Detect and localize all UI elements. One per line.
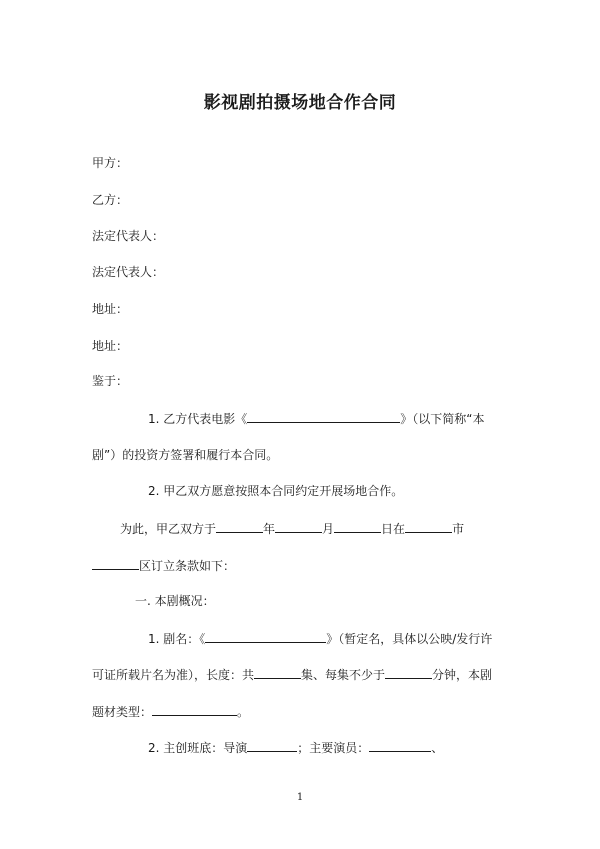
legal-rep-label: 法定代表人： xyxy=(92,229,165,243)
party-b-label: 乙方： xyxy=(92,193,129,207)
item-1-prefix: 1. 剧名：《 xyxy=(148,632,206,646)
item-1-line-3 xyxy=(92,703,249,720)
item-1 xyxy=(148,630,492,647)
director-label: 2. 主创班底：导演 xyxy=(148,741,248,755)
section-1-heading: 一. 本剧概况： xyxy=(135,594,215,608)
month-blank xyxy=(275,520,322,533)
actors-label: ；主要演员： xyxy=(297,741,370,755)
month-label: 月 xyxy=(322,522,335,536)
district-blank xyxy=(92,557,139,570)
day-blank xyxy=(334,520,381,533)
page-number: 1 xyxy=(296,792,304,803)
clause-1-suffix: 》（以下简称“本 xyxy=(400,412,485,426)
day-label: 日在 xyxy=(381,522,406,536)
film-name-blank xyxy=(247,410,400,423)
clause-1-prefix: 1. 乙方代表电影《 xyxy=(148,412,248,426)
signing-line xyxy=(120,520,464,537)
address-label: 地址： xyxy=(92,339,129,353)
episode-label: 集、每集不少于 xyxy=(301,668,386,682)
actors-blank xyxy=(369,739,431,752)
year-label: 年 xyxy=(263,522,276,536)
item-2 xyxy=(148,739,443,756)
district-text: 区订立条款如下： xyxy=(139,559,236,573)
clause-2: 2. 甲乙双方愿意按照本合同约定开展场地合作。 xyxy=(148,484,404,498)
length-label: 可证所载片名为准），长度：共 xyxy=(92,668,255,682)
signing-text: 为此，甲乙双方于 xyxy=(120,522,217,536)
city-label: 市 xyxy=(452,522,465,536)
minutes-label: 分钟，本剧 xyxy=(432,668,493,682)
episodes-blank xyxy=(254,666,301,679)
clause-1-continued: 剧”）的投资方签署和履行本合同。 xyxy=(92,448,279,462)
signing-line-2 xyxy=(92,557,235,574)
genre-label: 题材类型： xyxy=(92,705,153,719)
item-1-line-2 xyxy=(92,666,492,683)
genre-end: 。 xyxy=(237,705,250,719)
minutes-blank xyxy=(385,666,432,679)
address-label: 地址： xyxy=(92,302,129,316)
whereas-label: 鉴于： xyxy=(92,374,129,388)
actors-separator: 、 xyxy=(431,741,444,755)
drama-name-blank xyxy=(205,630,326,643)
item-1-suffix: 》（暂定名，具体以公映/发行许 xyxy=(326,632,493,646)
city-blank xyxy=(405,520,452,533)
director-blank xyxy=(247,739,297,752)
party-a-label: 甲方： xyxy=(92,156,129,170)
clause-1 xyxy=(148,410,484,427)
year-blank xyxy=(216,520,263,533)
legal-rep-label: 法定代表人： xyxy=(92,265,165,279)
genre-blank xyxy=(152,703,237,716)
document-title: 影视剧拍摄场地合作合同 xyxy=(203,93,397,113)
